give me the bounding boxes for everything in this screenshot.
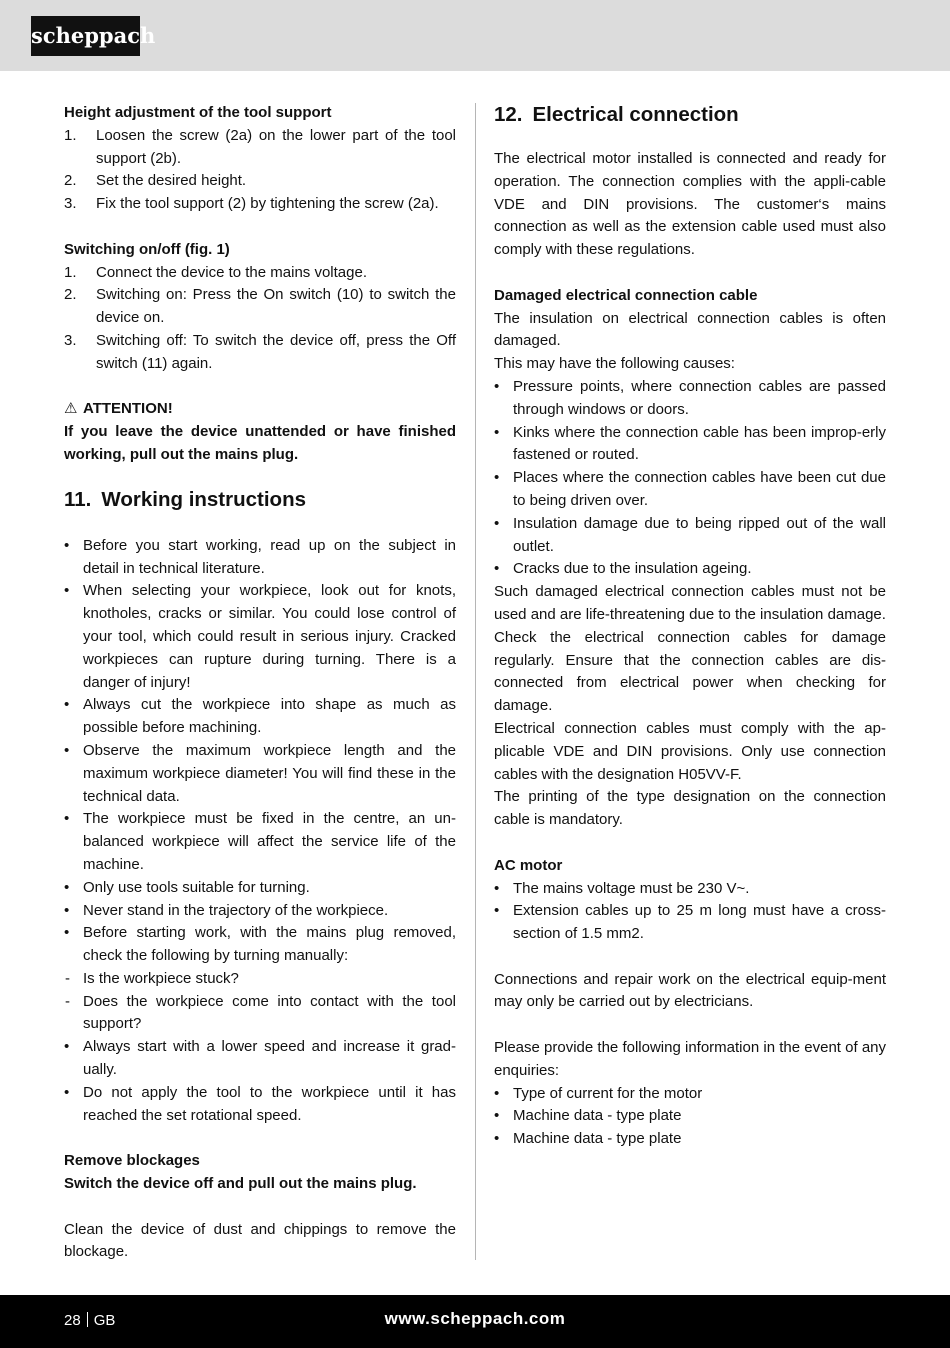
list-item: 2. Switching on: Press the On switch (10) to switch the device on.: [64, 286, 456, 327]
list-item: • Insulation damage due to being ripped out of the wall outlet.: [494, 513, 886, 559]
attention-text: If you leave the device unattended or have finished working, pull out the mains plug.: [64, 423, 456, 463]
list-item: • Before starting work, with the mains plug removed, check the following by turning manually:: [64, 922, 456, 968]
list-item: 1. Loosen the screw (2a) on the lower part of the tool support (2b).: [64, 126, 456, 167]
list-item: • Type of current for the motor: [494, 1083, 886, 1106]
switching-steps: [64, 262, 456, 376]
list-item: • When selecting your workpiece, look out for knots, knotholes, cracks or similar. You could lose control of your tool, which could result in serious injury. Cracked workpieces can rupture during turning. There is a danger of injury!: [64, 580, 456, 694]
damaged-cable-warning: Such damaged electrical connection cables must not be used and are life-threatening due to the insulation damage.: [494, 583, 886, 623]
list-item: • Extension cables up to 25 m long must have a cross-section of 1.5 mm2.: [494, 900, 886, 946]
damaged-cable-title: Damaged electrical connection cable: [494, 286, 758, 304]
type-designation-text: The printing of the type designation on the connection cable is mandatory.: [494, 788, 886, 829]
list-item: 1. Connect the device to the mains voltage.: [64, 263, 367, 281]
list-item: 3. Fix the tool support (2) by tightening the screw (2a).: [64, 195, 439, 213]
list-item: • Never stand in the trajectory of the workpiece.: [64, 900, 456, 923]
list-item: • The mains voltage must be 230 V~.: [494, 878, 886, 901]
section-11-heading: 11. Working instructions: [64, 487, 307, 511]
page-number: 28 GB: [64, 1312, 116, 1329]
list-item: • The workpiece must be fixed in the centre, an un-balanced workpiece will affect the service life of the machine.: [64, 808, 456, 876]
ac-motor-title: AC motor: [494, 856, 563, 874]
scheppach-logo: scheppach: [31, 16, 140, 56]
page-footer: [0, 1295, 950, 1348]
cable-provisions-text: Electrical connection cables must comply with the ap-plicable VDE and DIN provisions. Only use connection cables with the designation H05VV-F.: [494, 719, 886, 783]
left-column: [64, 102, 456, 1264]
section-12-heading: 12. Electrical connection: [494, 103, 739, 126]
list-item: • Places where the connection cables have been cut due to being driven over.: [494, 467, 886, 513]
list-item: • Only use tools suitable for turning.: [64, 877, 456, 900]
right-column: [494, 102, 886, 1151]
list-item: • Before you start working, read up on the subject in detail in technical literature.: [64, 535, 456, 581]
attention-heading: ⚠ ATTENTION!: [64, 398, 456, 421]
list-item: • Do not apply the tool to the workpiece until it has reached the set rotational speed.: [64, 1082, 456, 1128]
check-cables-text: Check the electrical connection cables for damage regularly. Ensure that the connection cables are dis-connected from electrical power when checking for damage.: [494, 628, 886, 715]
height-adjustment-title: Height adjustment of the tool support: [64, 104, 332, 121]
enquiries-list: [494, 1083, 886, 1151]
ac-motor-list: [494, 878, 886, 946]
electrician-note: Connections and repair work on the electrical equip-ment may only be carried out by electricians.: [494, 970, 886, 1011]
causes-intro: This may have the following causes:: [494, 355, 735, 373]
list-item: • Pressure points, where connection cables are passed through windows or doors.: [494, 376, 886, 422]
causes-list: [494, 376, 886, 581]
list-item: 2. Set the desired height.: [64, 172, 247, 190]
working-instructions-list: [64, 535, 456, 968]
list-item: • Always start with a lower speed and increase it grad-ually.: [64, 1036, 456, 1082]
list-item: • Always cut the workpiece into shape as much as possible before machining.: [64, 694, 456, 740]
enquiries-intro: Please provide the following information in the event of any enquiries:: [494, 1039, 886, 1079]
column-divider: [475, 103, 476, 1260]
switching-title: Switching on/off (fig. 1): [64, 240, 230, 258]
list-item: • Kinks where the connection cable has been improp-erly fastened or routed.: [494, 422, 886, 468]
website-url: www.scheppach.com: [384, 1309, 566, 1328]
list-item: • Observe the maximum workpiece length and the maximum workpiece diameter! You will find these in the technical data.: [64, 740, 456, 808]
list-item: • Cracks due to the insulation ageing.: [494, 558, 886, 581]
list-item: 3. Switching off: To switch the device off, press the Off switch (11) again.: [64, 331, 456, 372]
manual-check-sublist: [64, 968, 456, 1036]
remove-blockages-text: Clean the device of dust and chippings to remove the blockage.: [64, 1220, 456, 1261]
remove-blockages-warning: Switch the device off and pull out the mains plug.: [64, 1175, 417, 1193]
electrical-intro: The electrical motor installed is connected and ready for operation. The connection complies with the appli-cable VDE and DIN provisions. The customer‘s mains connection as well as the extension cable used must also comply with these regulations.: [494, 150, 886, 259]
list-item: • Machine data - type plate: [494, 1128, 886, 1151]
damaged-cable-text: The insulation on electrical connection cables is often damaged.: [494, 309, 886, 350]
list-item: - Is the workpiece stuck?: [64, 968, 456, 991]
page-header: [0, 0, 950, 71]
height-adjustment-steps: [64, 125, 456, 216]
list-item: • Machine data - type plate: [494, 1105, 886, 1128]
working-instructions-list-continued: [64, 1036, 456, 1127]
remove-blockages-title: Remove blockages: [64, 1152, 200, 1170]
list-item: - Does the workpiece come into contact with the tool support?: [64, 991, 456, 1037]
warning-icon: ⚠: [64, 400, 78, 418]
